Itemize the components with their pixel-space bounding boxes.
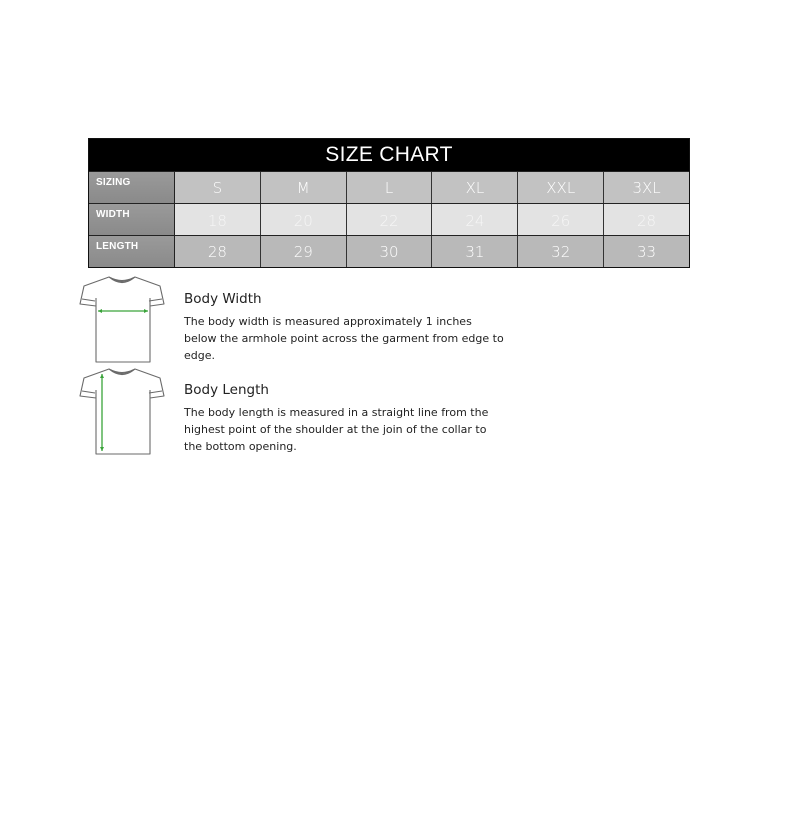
width-cell: 28 [604, 204, 689, 235]
width-cell: 24 [432, 204, 518, 235]
length-cell: 33 [604, 236, 689, 267]
width-cell: 26 [518, 204, 604, 235]
body-length-note [76, 366, 516, 458]
tshirt-length-icon [76, 366, 168, 458]
size-cell: M [261, 172, 347, 203]
length-cell: 28 [175, 236, 261, 267]
body-length-description: The body length is measured in a straight line from the highest point of the shoulder at the join of the collar to the bottom opening. [184, 406, 489, 453]
tshirt-width-icon [76, 274, 168, 366]
row-label-width: WIDTH [89, 204, 175, 235]
table-row-sizing [89, 171, 689, 203]
row-label-length: LENGTH [89, 236, 175, 267]
size-cell: 3XL [604, 172, 689, 203]
size-cell: XL [432, 172, 518, 203]
body-width-note [76, 274, 516, 366]
table-row-length [89, 235, 689, 267]
row-label-sizing: SIZING [89, 172, 175, 203]
size-cell: S [175, 172, 261, 203]
width-cell: 20 [261, 204, 347, 235]
body-width-description: The body width is measured approximately 1 inches below the armhole point across the garment from edge to edge. [184, 315, 504, 362]
size-cell: XXL [518, 172, 604, 203]
size-chart-table [88, 138, 690, 268]
length-cell: 31 [432, 236, 518, 267]
length-cell: 29 [261, 236, 347, 267]
body-length-title: Body Length [184, 382, 269, 398]
width-cell: 22 [347, 204, 433, 235]
table-row-width [89, 203, 689, 235]
size-chart-title: SIZE CHART [89, 139, 689, 171]
body-width-title: Body Width [184, 291, 262, 307]
size-cell: L [347, 172, 433, 203]
width-cell: 18 [175, 204, 261, 235]
length-cell: 32 [518, 236, 604, 267]
length-cell: 30 [347, 236, 433, 267]
